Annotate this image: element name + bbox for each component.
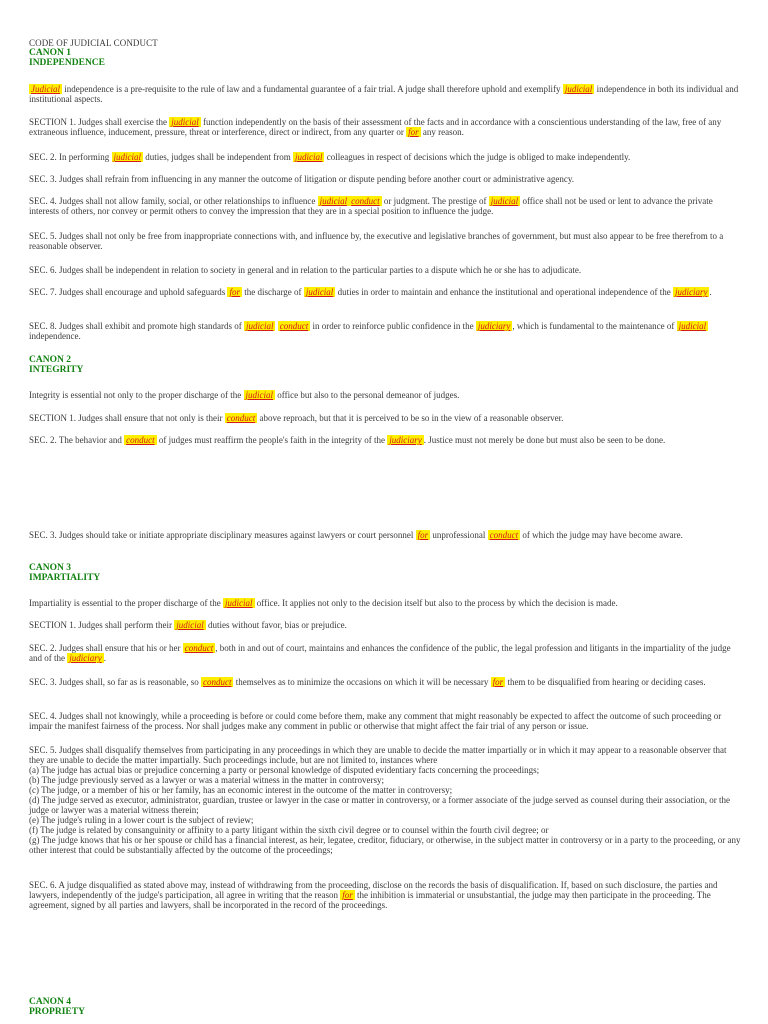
- canon-1-intro: Judicial independence is a pre-requisite to the rule of law and a fundamental guarantee of a fair trial. A judge shall therefore uphold and exemplify judicial independence in both its individual and institutional aspects.: [29, 84, 739, 104]
- canon-number: CANON 2: [29, 355, 71, 365]
- list-item: (b) The judge previously served as a lawyer or was a material witness in the matter in controversy;: [29, 775, 384, 785]
- highlight: judiciary: [69, 653, 102, 663]
- highlight: judicial: [225, 598, 253, 608]
- canon-1-section-1: SECTION 1. Judges shall exercise the judicial function independently on the basis of their assessment of the facts and in accordance with a conscientious understanding of the law, free of any extraneous influence, inducement, pressure, threat or interference, direct or indirect, from any quarter or for any reason.: [29, 117, 722, 137]
- canon-3-intro: Impartiality is essential to the proper discharge of the judicial office. It applies not only to the decision itself but also to the process by which the decision is made.: [29, 598, 618, 608]
- canon-title: PROPRIETY: [29, 1007, 85, 1017]
- canon-3-section-4: SEC. 4. Judges shall not knowingly, while a proceeding is before or could come before them, make any comment that might reasonably be expected to affect the outcome of such proceeding or impair the manifest fairness of the process. Nor shall judges make any comment in public or otherwise that might affect the fair trial of any person or issue.: [29, 711, 722, 731]
- list-item: (d) The judge served as executor, administrator, guardian, trustee or lawyer in the case or matter in controversy, or a former associate of the judge served as counsel during their association, or the judge or lawyer was a material witness therein;: [29, 795, 731, 815]
- highlight: Judicial: [31, 84, 60, 94]
- canon-number: CANON 1: [29, 48, 71, 58]
- canon-1-section-3: SEC. 3. Judges shall refrain from influencing in any manner the outcome of litigation or dispute pending before another court or administrative agency.: [29, 174, 575, 184]
- highlight: judiciary: [477, 321, 511, 331]
- canon-3-section-6: SEC. 6. A judge disqualified as stated above may, instead of withdrawing from the proceeding, disclose on the records the basis of disqualification. If, based on such disclosure, the parties and lawyers, independently of the judge's participation, all agree in writing that the reason for the inhibition is immaterial or unsubstantial, the judge may then participate in the proceeding. The agreement, signed by all parties and lawyers, shall be incorporated in the record of the proceedings.: [29, 880, 718, 910]
- highlight: judiciary: [389, 435, 422, 445]
- canon-title: INTEGRITY: [29, 365, 84, 375]
- instances-list: [29, 765, 741, 855]
- highlight: judicial: [171, 117, 199, 127]
- canon-1-section-7: SEC. 7. Judges shall encourage and uphold safeguards for the discharge of judicial duties in order to maintain and enhance the institutional and operational independence of the judiciary .: [29, 287, 712, 297]
- highlight: conduct: [489, 530, 519, 540]
- list-item: (e) The judge's ruling in a lower court is the subject of review;: [29, 815, 254, 825]
- canon-number: CANON 4: [29, 997, 71, 1007]
- highlight: for: [492, 677, 504, 687]
- highlight: conduct: [279, 321, 309, 331]
- highlight: judicial: [490, 196, 519, 206]
- canon-title: IMPARTIALITY: [29, 573, 101, 583]
- highlight: conduct: [184, 643, 214, 653]
- canon-1-section-2: SEC. 2. In performing judicial duties, judges shall be independent from judicial colleagues in respect of decisions which the judge is obliged to make independently.: [29, 152, 631, 162]
- list-item: (g) The judge knows that his or her spouse or child has a financial interest, as heir, legatee, creditor, fiduciary, or otherwise, in the subject matter in controversy or in a party to the proceeding, or any other interest that could be substantially affected by the outcome of the proceedings;: [29, 835, 741, 855]
- list-item: (a) The judge has actual bias or prejudice concerning a party or personal knowledge of disputed evidentiary facts concerning the proceedings;: [29, 765, 540, 775]
- canon-1-section-4: SEC. 4. Judges shall not allow family, social, or other relationships to influence judicial conduct or judgment. The prestige of judicial office shall not be used or lent to advance the private interests of others, nor convey or permit others to convey the impression that they are in a special position to influence the judge.: [29, 196, 713, 216]
- canon-title: INDEPENDENCE: [29, 58, 106, 68]
- canon-1-section-5: SEC. 5. Judges shall not only be free from inappropriate connections with, and influence by, the executive and legislative branches of government, but must also appear to be free therefrom to a reasonable observer.: [29, 231, 724, 251]
- highlight: judicial: [245, 321, 274, 331]
- canon-3-section-2: SEC. 2. Judges shall ensure that his or her conduct , both in and out of court, maintains and enhances the confidence of the public, the legal profession and litigants in the impartiality of the judge and of the judiciary .: [29, 643, 731, 663]
- list-item: (f) The judge is related by consanguinity or affinity to a party litigant within the sixth civil degree or to counsel within the fourth civil degree; or: [29, 825, 549, 835]
- highlight: judicial: [176, 620, 204, 630]
- highlight: for: [408, 127, 419, 137]
- highlight: conduct: [126, 435, 155, 445]
- highlight: judicial: [678, 321, 707, 331]
- highlight: judicial: [294, 152, 323, 162]
- canon-1-section-6: SEC. 6. Judges shall be independent in relation to society in general and in relation to the particular parties to a dispute which he or she has to adjudicate.: [29, 265, 582, 275]
- canon-2-section-3: SEC. 3. Judges should take or initiate appropriate disciplinary measures against lawyers or court personnel for unprofessional conduct of which the judge may have become aware.: [29, 530, 683, 540]
- canon-2-section-1: SECTION 1. Judges shall ensure that not only is their conduct above reproach, but that it is perceived to be so in the view of a reasonable observer.: [29, 413, 564, 423]
- canon-3-heading: [29, 563, 100, 583]
- canon-3-section-3: SEC. 3. Judges shall, so far as is reasonable, so conduct themselves as to minimize the occasions on which it will be necessary for them to be disqualified from hearing or deciding cases.: [29, 677, 706, 687]
- canon-3-section-1: SECTION 1. Judges shall perform their judicial duties without favor, bias or prejudice.: [29, 620, 347, 630]
- canon-2-heading: [29, 355, 83, 375]
- highlight: for: [342, 890, 353, 900]
- canon-1-section-8: SEC. 8. Judges shall exhibit and promote high standards of judicial conduct in order to reinforce public confidence in the judiciary , which is fundamental to the maintenance of judicial independence.: [29, 321, 707, 341]
- highlight: judicial: [564, 84, 593, 94]
- highlight: judiciary: [674, 287, 708, 297]
- highlight: for: [417, 530, 429, 540]
- list-item: (c) The judge, or a member of his or her family, has an economic interest in the outcome of the matter in controversy;: [29, 785, 453, 795]
- document-title: CODE OF JUDICIAL CONDUCT: [29, 38, 158, 48]
- highlight: judicial: [245, 390, 274, 400]
- canon-number: CANON 3: [29, 563, 71, 573]
- highlight: conduct: [226, 413, 256, 423]
- highlight: conduct: [351, 196, 380, 206]
- highlight: conduct: [202, 677, 232, 687]
- canon-1-heading: [29, 48, 105, 68]
- highlight: judicial: [113, 152, 141, 162]
- highlight: judicial: [305, 287, 334, 297]
- canon-3-section-5: SEC. 5. Judges shall disqualify themselves from participating in any proceedings in which they are unable to decide the matter impartially or in which it may appear to a reasonable observer that they are unable to decide the matter impartially. Such proceedings include, but are not limited to, instances where (a) The judge has actual bias or prejudice concerning a party or personal knowledge of disputed evidentiary facts concerning the proceedings; (b) The judge previously served as a lawyer or was a material witness in the matter in controversy; (c) The judge, or a member of his or her family, has an economic interest in the outcome of the matter in controversy; (d) The judge served as executor, administrator, guardian, trustee or lawyer in the case or matter in controversy, or a former associate of the judge served as counsel during their association, or the judge or lawyer was a material witness therein; (e) The judge's ruling in a lower court is the subject of review; (f) The judge is related by consanguinity or affinity to a party litigant within the sixth civil degree or to counsel within the fourth civil degree; or (g) The judge knows that his or her spouse or child has a financial interest, as heir, legatee, creditor, fiduciary, or otherwise, in the subject matter in controversy or in a party to the proceeding, or any other interest that could be substantially affected by the outcome of the proceedings;: [29, 745, 741, 855]
- canon-4-heading: [29, 997, 85, 1017]
- highlight: judicial: [319, 196, 348, 206]
- canon-2-section-2: SEC. 2. The behavior and conduct of judges must reaffirm the people's faith in the integrity of the judiciary . Justice must not merely be done but must also be seen to be done.: [29, 435, 666, 445]
- highlight: for: [229, 287, 240, 297]
- canon-2-intro: Integrity is essential not only to the proper discharge of the judicial office but also to the personal demeanor of judges.: [29, 390, 460, 400]
